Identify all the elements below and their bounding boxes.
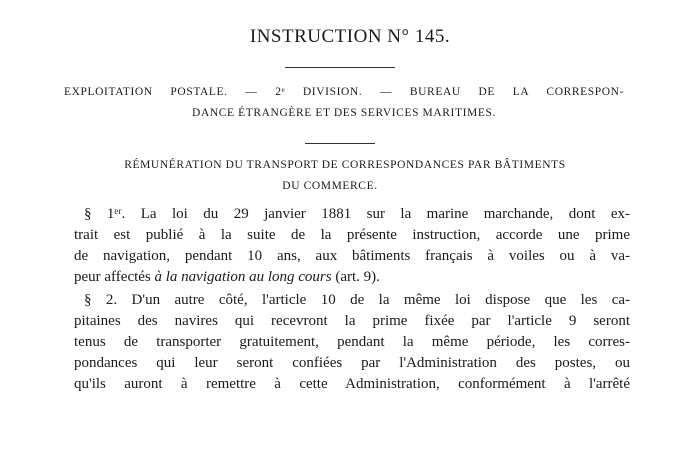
page-title: INSTRUCTION N° 145. <box>249 26 451 47</box>
body-text <box>74 204 630 395</box>
paragraph-2-line-2: pitaines des navires qui recevront la prime fixée par l'article 9 seront <box>74 313 630 329</box>
paragraph-2-line-5: qu'ils auront à remettre à cette Administration, conformément à l'arrêté <box>74 376 630 392</box>
title-rule <box>285 67 395 68</box>
paragraph-1-line-4-start: peur affectés <box>74 269 155 285</box>
paragraph-2-line-4: pondances qui leur seront confiées par l'Administration des postes, ou <box>74 355 630 371</box>
paragraph-2-line-1: § 2. D'un autre côté, l'article 10 de la même loi dispose que les ca- <box>84 292 630 308</box>
paragraph-1-line-4 <box>74 267 630 288</box>
paragraph-1-line-3: de navigation, pendant 10 ans, aux bâtiments français à voiles ou à va- <box>74 248 630 264</box>
paragraph-1-line-4-end: (art. 9). <box>331 269 380 285</box>
paragraph-2-line-3: tenus de transporter gratuitement, pendant la même période, les corres- <box>74 334 630 350</box>
subject-heading-line-1: RÉMUNÉRATION DU TRANSPORT DE CORRESPONDANCES PAR BÂTIMENTS <box>124 159 566 171</box>
paragraph-2 <box>74 290 630 395</box>
paragraph-1-line-1: § 1ᵉʳ. La loi du 29 janvier 1881 sur la marine marchande, dont ex- <box>84 206 630 222</box>
division-heading-line-2: DANCE ÉTRANGÈRE ET DES SERVICES MARITIMES. <box>192 107 496 119</box>
subject-heading <box>60 155 630 197</box>
subject-heading-line-2: DU COMMERCE. <box>282 180 378 192</box>
section-rule <box>305 143 375 144</box>
paragraph-1 <box>74 204 630 288</box>
division-heading-line-1: EXPLOITATION POSTALE. — 2ᵉ DIVISION. — BUREAU DE LA CORRESPON- <box>64 86 624 98</box>
paragraph-1-line-2: trait est publié à la suite de la présente instruction, accorde une prime <box>74 227 630 243</box>
division-heading <box>64 82 624 124</box>
paragraph-1-line-4-italic: à la navigation au long cours <box>154 269 332 285</box>
